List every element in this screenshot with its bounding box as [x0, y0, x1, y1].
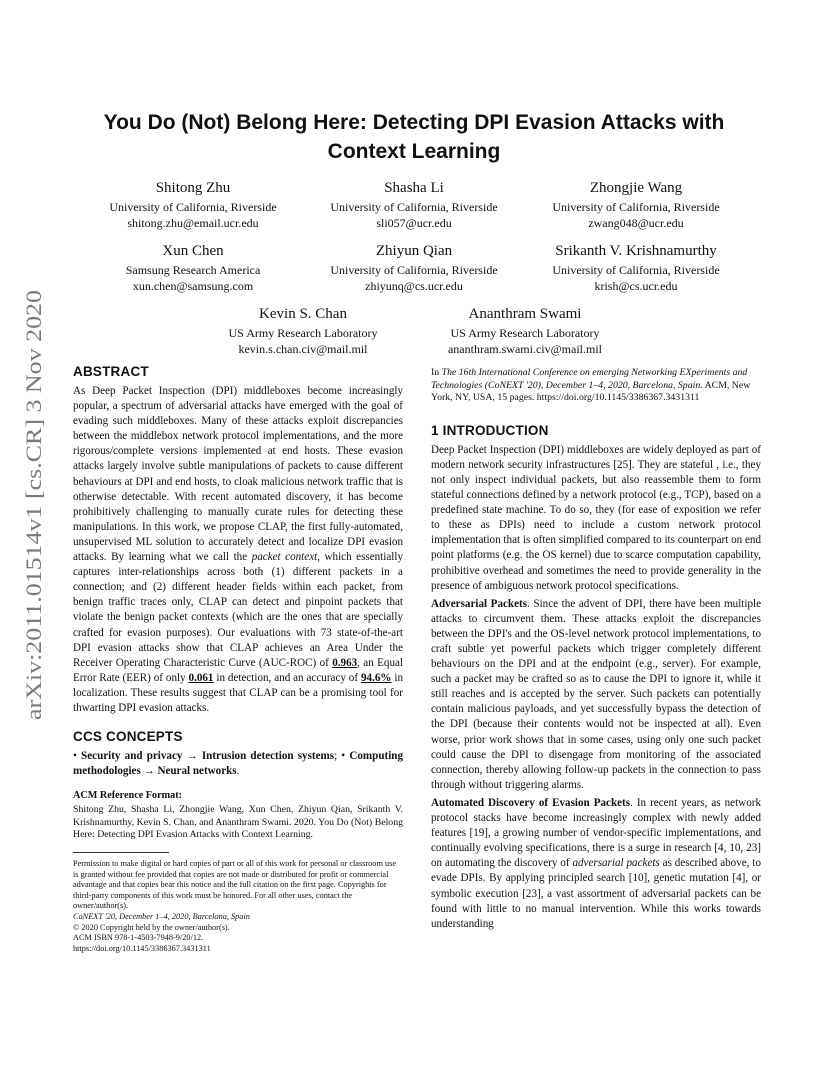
author-email: xun.chen@samsung.com: [132, 279, 254, 293]
author-name: Srikanth V. Krishnamurthy: [555, 243, 717, 259]
reference-note: In The 16th International Conference on emerging Networking EXperiments and Technologies (CoNEXT '20), December 1–4, 2020, Barcelona, Spain. ACM, New York, NY, USA, 15 pages. https://doi.org/10.1145/3386367.3431311: [431, 367, 751, 404]
intro-paragraph-3: Automated Discovery of Evasion Packets. In recent years, as network protocol stacks have become increasingly complex with newly added features [19], a growing number of vendor-specific implementations, and continually evolving specifications, there is a surge in research [4, 10, 23] on automating the discovery of adversarial packets as described above, to evade DPIs. By applying principled search [10], genetic mutation [4], or symbolic execution [23], a vast assortment of adversarial packets can be found with little to no manual intervention. While this works towards understanding: [431, 796, 762, 930]
author-email: sli057@ucr.edu: [376, 216, 452, 230]
author-name: Kevin S. Chan: [259, 306, 347, 322]
venue-line: CoNEXT '20, December 1–4, 2020, Barcelona, Spain: [73, 912, 250, 921]
introduction-heading: 1 INTRODUCTION: [431, 422, 549, 438]
eer-value: 0.061: [188, 671, 214, 684]
author-email: zhiyunq@cs.ucr.edu: [365, 279, 463, 293]
author-block: [536, 241, 736, 294]
author-affiliation: University of California, Riverside: [330, 263, 498, 277]
author-block: [93, 241, 293, 294]
intro-paragraph-2: Adversarial Packets. Since the advent of DPI, there have been multiple attacks to circumvent them. These attacks exploit the discrepancies between the DPI's and the OS-level network protocol implementations, to craft subtle yet powerful packets which trigger completely different behaviours on the DPI and at the endpoint (e.g., server). For example, such a packet may be crafted so as to cause the DPI to ignore it, while it still reaches and is accepted by the server. Such packets can potentially contain malicious payloads, and yet successfully bypass the detection of the DPI (because their contents would not be inspected at all). Even worse, prior work shows that in some cases, using only one such packet could cause the DPI to disengage from monitoring of the associated connection, thereby allowing follow-up packets in the connection to pass through without triggering alarms.: [431, 597, 761, 791]
ccs-heading: CCS CONCEPTS: [73, 729, 183, 745]
author-block: [425, 304, 625, 357]
author-name: Xun Chen: [162, 243, 224, 259]
author-block: [314, 241, 514, 294]
auc-value: 0.963: [332, 656, 358, 669]
footnote-divider: [73, 852, 169, 853]
author-block: [93, 178, 293, 231]
author-name: Shasha Li: [384, 180, 444, 196]
acm-reference-text: Shitong Zhu, Shasha Li, Zhongjie Wang, Xun Chen, Zhiyun Qian, Srikanth V. Krishnamurthy, Kevin S. Chan, and Ananthram Swami. 2020. You Do (Not) Belong Here: Detecting DPI Evasion Attacks with Context Learning.: [73, 804, 403, 841]
author-name: Shitong Zhu: [155, 180, 231, 196]
doi-line: https://doi.org/10.1145/3386367.3431311: [73, 943, 211, 953]
author-affiliation: US Army Research Laboratory: [228, 326, 378, 340]
permission-notice: [73, 859, 403, 954]
paragraph-lead: Automated Discovery of Evasion Packets: [431, 796, 631, 809]
copyright-line: © 2020 Copyright held by the owner/author(s).: [73, 922, 230, 932]
author-name: Zhongjie Wang: [589, 180, 683, 196]
author-email: kevin.s.chan.civ@mail.mil: [238, 342, 368, 356]
author-email: ananthram.swami.civ@mail.mil: [447, 342, 602, 356]
permission-text: Permission to make digital or hard copies of part or all of this work for personal or classroom use is granted without fee provided that copies are not made or distributed for profit or commercial advantage and that copies bear this notice and the full citation on the first page. Copyrights for third-party components of this work must be honored. For all other uses, contact the owner/author(s).: [73, 859, 397, 911]
left-column: [73, 363, 403, 954]
arxiv-identifier-text: arXiv:2011.01514v1 [cs.CR] 3 Nov 2020: [21, 355, 46, 720]
author-block: [536, 178, 736, 231]
author-affiliation: University of California, Riverside: [552, 200, 720, 214]
author-affiliation: US Army Research Laboratory: [450, 326, 600, 340]
author-affiliation: University of California, Riverside: [330, 200, 498, 214]
author-affiliation: University of California, Riverside: [109, 200, 277, 214]
paper-title-line-2: Context Learning: [327, 140, 501, 163]
ccs-concepts: • Security and privacy → Intrusion detection systems; • Computing methodologies → Neural networks.: [73, 750, 403, 778]
author-affiliation: University of California, Riverside: [552, 263, 720, 277]
abstract-text: As Deep Packet Inspection (DPI) middleboxes become increasingly popular, a spectrum of adversarial attacks have emerged with the goal of evading such middleboxes. Many of these attacks exploit discrepancies between the middlebox network protocol implementations, and the more rigorous/complete versions implemented at end hosts. These evasion attacks largely involve subtle manipulations of packets to cause different behaviours at DPI and end hosts, to cloak malicious network traffic that is otherwise detectable. With recent automated discovery, it has become prohibitively challenging to manually curate rules for detecting these manipulations. In this work, we propose CLAP, the first fully-automated, unsupervised ML solution to accurately detect and localize DPI evasion attacks. By learning what we call the packet context, which essentially captures inter-relationships across both (1) different packets in a connection; and (2) different header fields within each packet, from benign traffic traces only, CLAP can detect and pinpoint packets that violate the benign packet contexts (which are the ones that are specially crafted for evasion purposes). Our evaluations with 73 state-of-the-art DPI evasion attacks show that CLAP achieves an Area Under the Receiver Operating Characteristic Curve (AUC-ROC) of 0.963, an Equal Error Rate (EER) of only 0.061 in detection, and an accuracy of 94.6% in localization. These results suggest that CLAP can be a promising tool for thwarting DPI evasion attacks.: [73, 385, 404, 714]
author-block: [203, 304, 403, 357]
author-email: shitong.zhu@email.ucr.edu: [127, 216, 259, 230]
author-name: Zhiyun Qian: [375, 243, 453, 259]
accuracy-value: 94.6%: [360, 671, 392, 684]
isbn-line: ACM ISBN 978-1-4503-7948-9/20/12.: [73, 933, 204, 943]
author-email: krish@cs.ucr.edu: [594, 279, 678, 293]
paper-title: [70, 108, 758, 166]
arxiv-identifier: [20, 290, 48, 720]
paragraph-lead: Adversarial Packets: [431, 597, 528, 610]
abstract-heading: ABSTRACT: [73, 364, 149, 379]
author-name: Ananthram Swami: [468, 306, 582, 322]
acm-reference-heading: ACM Reference Format:: [73, 790, 182, 802]
author-affiliation: Samsung Research America: [125, 263, 261, 277]
author-block: [314, 178, 514, 231]
intro-paragraph-1: Deep Packet Inspection (DPI) middleboxes are widely deployed as part of modern network security infrastructures [25]. They are stateful , i.e., they not only inspect individual packets, but also reassemble them to form stateful connections defined by a network protocol (e.g., TCP), based on a predefined state machine. To do so, they (for ease of exposition we refer to these as DPIs) need to include a custom network protocol implementation that is often simplified compared to its counterpart on end point platforms (e.g. the OS kernel) due to scarce computation capability, prohibitive overhead and sometimes the need to provide generality in the presence of ambiguous network protocol specifications.: [431, 443, 761, 592]
paper-title-line-1: You Do (Not) Belong Here: Detecting DPI Evasion Attacks with: [103, 111, 725, 134]
author-email: zwang048@ucr.edu: [588, 216, 684, 230]
right-column: [431, 363, 761, 932]
